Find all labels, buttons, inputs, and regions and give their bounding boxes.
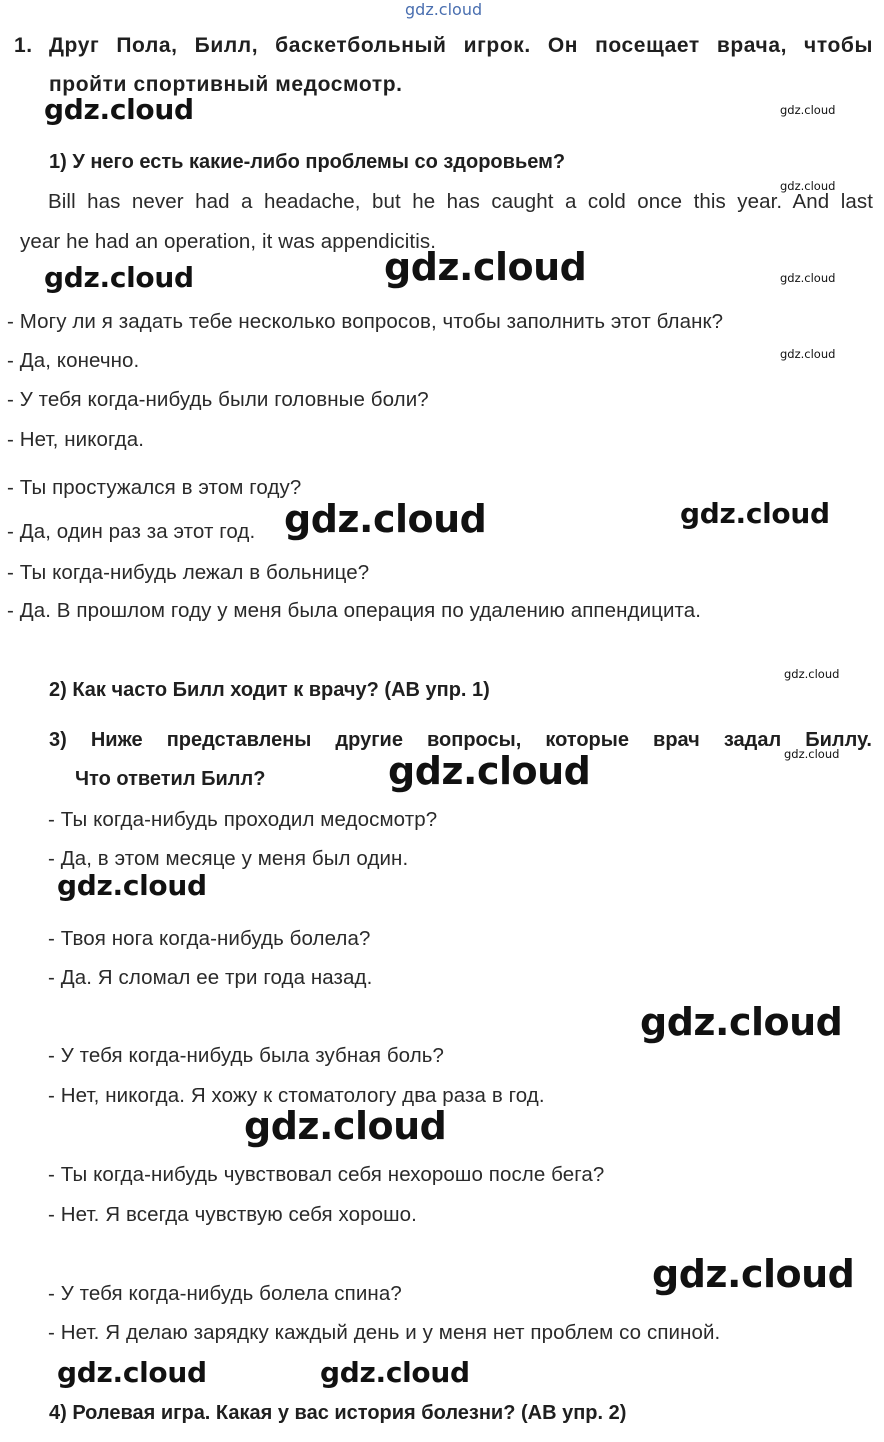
q4-title: 4) Ролевая игра. Какая у вас история болезни? (АВ упр. 2) — [49, 1402, 627, 1424]
watermark: gdz.cloud — [384, 245, 587, 289]
watermark: gdz.cloud — [652, 1252, 855, 1296]
q1-dialogue-line: - Могу ли я задать тебе несколько вопросов, чтобы заполнить этот бланк? — [7, 310, 724, 333]
q1-dialogue-line: - Нет, никогда. — [7, 428, 145, 451]
task-title-line2: пройти спортивный медосмотр. — [49, 73, 403, 96]
q3-dialogue-line: - Да. Я сломал ее три года назад. — [48, 966, 373, 989]
q1-dialogue-line: - Да, конечно. — [7, 349, 140, 372]
q3-dialogue-line: - Нет, никогда. Я хожу к стоматологу два раза в год. — [48, 1084, 545, 1107]
watermark: gdz.cloud — [244, 1104, 447, 1148]
watermark: gdz.cloud — [57, 1356, 207, 1389]
watermark: gdz.cloud — [680, 497, 830, 530]
q3-dialogue-line: - Ты когда-нибудь проходил медосмотр? — [48, 808, 438, 831]
watermark-top: gdz.cloud — [405, 0, 483, 19]
task-number: 1. — [14, 34, 33, 57]
q3-dialogue-line: - У тебя когда-нибудь была зубная боль? — [48, 1044, 445, 1067]
watermark: gdz.cloud — [284, 497, 487, 541]
q1-answer-line1: Bill has never had a headache, but he has caught a cold once this year. And last — [48, 190, 873, 213]
watermark: gdz.cloud — [388, 749, 591, 793]
q1-dialogue-line: - Ты простужался в этом году? — [7, 476, 302, 499]
watermark: gdz.cloud — [44, 261, 194, 294]
watermark: gdz.cloud — [784, 747, 840, 761]
q1-dialogue-line: - Да, один раз за этот год. — [7, 520, 256, 543]
q1-answer-line2: year he had an operation, it was appendicitis. — [20, 230, 437, 253]
q1-dialogue-line: - Да. В прошлом году у меня была операция по удалению аппендицита. — [7, 599, 702, 622]
task-title-line1: Друг Пола, Билл, баскетбольный игрок. Он посещает врача, чтобы — [49, 34, 873, 57]
watermark: gdz.cloud — [640, 1000, 843, 1044]
q3-title-line1: 3) Ниже представлены другие вопросы, которые врач задал Биллу. — [49, 729, 872, 751]
q3-title-line2: Что ответил Билл? — [75, 768, 266, 790]
q1-dialogue-line: - Ты когда-нибудь лежал в больнице? — [7, 561, 370, 584]
q3-dialogue-line: - Нет. Я всегда чувствую себя хорошо. — [48, 1203, 417, 1226]
q1-dialogue-line: - У тебя когда-нибудь были головные боли? — [7, 388, 429, 411]
watermark: gdz.cloud — [780, 179, 836, 193]
q3-dialogue-line: - Да, в этом месяце у меня был один. — [48, 847, 409, 870]
q3-dialogue-line: - Твоя нога когда-нибудь болела? — [48, 927, 371, 950]
q1-title: 1) У него есть какие-либо проблемы со здоровьем? — [49, 151, 566, 173]
watermark: gdz.cloud — [320, 1356, 470, 1389]
q3-dialogue-line: - Ты когда-нибудь чувствовал себя нехорошо после бега? — [48, 1163, 605, 1186]
q3-dialogue-line: - Нет. Я делаю зарядку каждый день и у меня нет проблем со спиной. — [48, 1321, 721, 1344]
q3-dialogue-line: - У тебя когда-нибудь болела спина? — [48, 1282, 402, 1305]
watermark: gdz.cloud — [57, 869, 207, 902]
q2-title: 2) Как часто Билл ходит к врачу? (АВ упр. 1) — [49, 679, 490, 701]
watermark: gdz.cloud — [780, 347, 836, 361]
watermark: gdz.cloud — [780, 271, 836, 285]
watermark: gdz.cloud — [784, 667, 840, 681]
watermark: gdz.cloud — [780, 103, 836, 117]
watermark: gdz.cloud — [44, 93, 194, 126]
